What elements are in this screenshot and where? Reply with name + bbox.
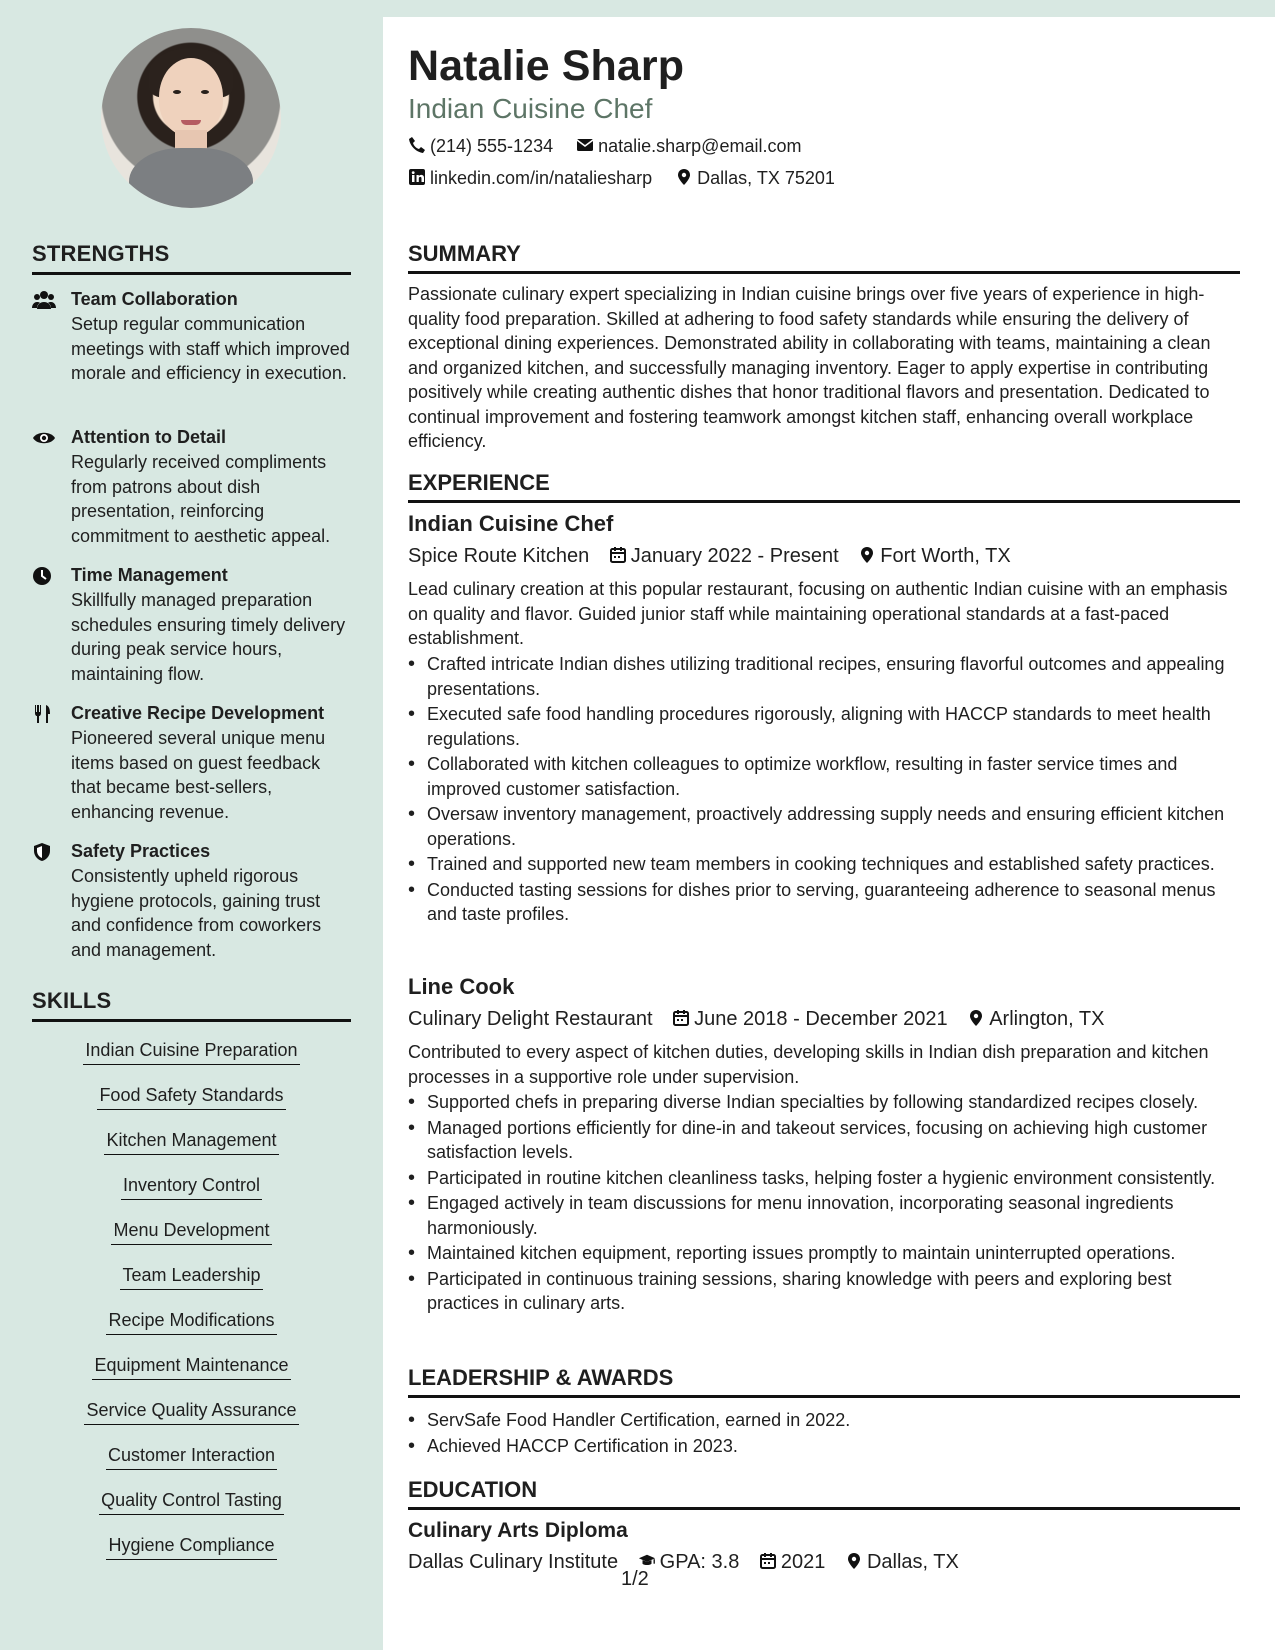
phone-text: (214) 555-1234 <box>430 136 554 156</box>
strengths-heading: STRENGTHS <box>32 241 351 275</box>
map-pin-icon <box>858 546 876 564</box>
skill-item <box>32 1534 351 1560</box>
job-dates <box>609 543 839 569</box>
skill-item <box>32 1399 351 1425</box>
job-title: Indian Cuisine Chef <box>408 511 614 536</box>
job-bullets <box>408 652 1240 928</box>
skill-label: Food Safety Standards <box>97 1084 285 1110</box>
job-dates <box>672 1006 948 1032</box>
skill-item <box>32 1264 351 1290</box>
linkedin-contact[interactable] <box>408 166 652 190</box>
job-bullet: • Participated in routine kitchen cleanliness tasks, helping foster a hygienic environment consistently. <box>408 1166 1240 1191</box>
person-name: Natalie Sharp <box>408 42 685 90</box>
skill-label: Hygiene Compliance <box>106 1534 276 1560</box>
skill-label: Customer Interaction <box>106 1444 277 1470</box>
skill-item <box>32 1174 351 1200</box>
job-bullet: • Oversaw inventory management, proactively addressing supply needs and ensuring efficient kitchen operations. <box>408 802 1240 851</box>
phone-contact[interactable] <box>408 134 553 158</box>
leadership-bullet: • ServSafe Food Handler Certification, earned in 2022. <box>408 1408 1240 1433</box>
skill-label: Quality Control Tasting <box>99 1489 284 1515</box>
job-dates-text: June 2018 - December 2021 <box>694 1008 948 1030</box>
strength-description: Setup regular communication meetings with staff which improved morale and efficiency in execution. <box>71 314 350 383</box>
job-bullet: • Maintained kitchen equipment, reporting issues promptly to maintain uninterrupted operations. <box>408 1241 1240 1266</box>
education-heading: EDUCATION <box>408 1477 1240 1510</box>
job-location <box>967 1006 1104 1032</box>
skill-item <box>32 1354 351 1380</box>
strength-item-creative-recipe-development <box>32 702 352 822</box>
strength-description: Regularly received compliments from patrons about dish presentation, reinforcing commitment to aesthetic appeal. <box>71 452 331 546</box>
school-name: Dallas Culinary Institute <box>408 1551 619 1573</box>
skill-label: Indian Cuisine Preparation <box>83 1039 299 1065</box>
skill-item <box>32 1039 351 1065</box>
location-text: Dallas, TX 75201 <box>697 168 835 188</box>
education-location <box>845 1549 959 1575</box>
gpa-text: GPA: 3.8 <box>659 1551 740 1573</box>
strength-description: Skillfully managed preparation schedules ensuring timely delivery during peak service hours, maintaining flow. <box>71 590 346 684</box>
skill-item <box>32 1309 351 1335</box>
education-location-text: Dallas, TX <box>866 1551 959 1573</box>
photo-mouth <box>181 120 201 125</box>
job-description: Lead culinary creation at this popular restaurant, focusing on authentic Indian cuisine with an emphasis on quality and flavor. Guided junior staff while maintaining operational standards at a fast-paced establishment. <box>408 579 1228 648</box>
skill-label: Recipe Modifications <box>106 1309 276 1335</box>
degree-title: Culinary Arts Diploma <box>408 1519 628 1542</box>
job-bullets <box>408 1090 1240 1317</box>
strength-title: Creative Recipe Development <box>71 703 325 723</box>
leadership-heading: LEADERSHIP & AWARDS <box>408 1365 1240 1398</box>
job-bullet: • Managed portions efficiently for dine-in and takeout services, focusing on achieving high customer satisfaction levels. <box>408 1116 1240 1165</box>
skill-item <box>32 1444 351 1470</box>
skill-label: Service Quality Assurance <box>84 1399 298 1425</box>
summary-text: Passionate culinary expert specializing in Indian cuisine brings over five years of experience in high-quality food preparation. Skilled at adhering to food safety standards while ensuring the delivery of exceptional dining experiences. Demonstrated ability in collaborating with teams, maintaining a clean and organized kitchen, and successfully managing inventory. Eager to apply expertise in contributing positively while creating authentic dishes that honor traditional flavors and presentation. Dedicated to continual improvement and fostering teamwork amongst kitchen staff, enhancing overall workplace efficiency. <box>408 284 1211 451</box>
skill-item <box>32 1084 351 1110</box>
email-text: natalie.sharp@email.com <box>598 136 802 156</box>
graduation-year-text: 2021 <box>780 1551 826 1573</box>
phone-icon <box>408 136 426 154</box>
company-name: Culinary Delight Restaurant <box>408 1008 653 1030</box>
job-title: Line Cook <box>408 974 515 999</box>
strength-item-team-collaboration <box>32 288 352 408</box>
job-bullet: • Crafted intricate Indian dishes utilizing traditional recipes, ensuring flavorful outcomes and appealing presentations. <box>408 652 1240 701</box>
skill-label: Team Leadership <box>120 1264 262 1290</box>
linkedin-icon <box>408 168 426 186</box>
users-icon <box>32 290 56 310</box>
contact-line-1 <box>408 134 819 158</box>
shield-icon <box>32 842 56 862</box>
experience-heading: EXPERIENCE <box>408 470 1240 503</box>
job-location-text: Arlington, TX <box>989 1008 1105 1030</box>
job-bullet: • Executed safe food handling procedures rigorously, aligning with HACCP standards to meet health regulations. <box>408 702 1240 751</box>
job-description: Contributed to every aspect of kitchen duties, developing skills in Indian dish preparation and kitchen processes in a supportive role under supervision. <box>408 1042 1209 1087</box>
contact-line-2 <box>408 166 853 190</box>
job-bullet: • Conducted tasting sessions for dishes prior to serving, guaranteeing adherence to seasonal menus and taste profiles. <box>408 878 1240 927</box>
calendar-icon <box>609 546 627 564</box>
job-bullet: • Collaborated with kitchen colleagues to optimize workflow, resulting in faster service times and improved customer satisfaction. <box>408 752 1240 801</box>
location-contact <box>675 166 835 190</box>
job-bullet: • Supported chefs in preparing diverse Indian specialties by following standardized recipes closely. <box>408 1090 1240 1115</box>
company-name: Spice Route Kitchen <box>408 545 590 567</box>
job-bullet: • Participated in continuous training sessions, sharing knowledge with peers and exploring best practices in culinary arts. <box>408 1267 1240 1316</box>
photo-chef-jacket <box>129 148 253 208</box>
map-pin-icon <box>967 1009 985 1027</box>
strength-title: Safety Practices <box>71 841 211 861</box>
strength-item-time-management <box>32 564 352 684</box>
sidebar <box>0 0 383 1650</box>
gpa <box>638 1549 740 1575</box>
skill-item <box>32 1219 351 1245</box>
strength-title: Time Management <box>71 565 228 585</box>
summary-heading: SUMMARY <box>408 241 1240 274</box>
job-bullet: • Trained and supported new team members in cooking techniques and established safety practices. <box>408 852 1240 877</box>
clock-icon <box>32 566 56 586</box>
utensils-icon <box>32 704 56 724</box>
strength-item-attention-to-detail <box>32 426 352 546</box>
page-indicator: 1/2 <box>621 1568 649 1590</box>
email-icon <box>576 136 594 154</box>
person-title: Indian Cuisine Chef <box>408 93 653 124</box>
skill-item <box>32 1129 351 1155</box>
skill-label: Inventory Control <box>121 1174 262 1200</box>
eye-icon <box>32 428 56 448</box>
skill-label: Equipment Maintenance <box>92 1354 290 1380</box>
strength-description: Pioneered several unique menu items based on guest feedback that became best-sellers, enhancing revenue. <box>71 728 326 822</box>
map-pin-icon <box>675 168 693 186</box>
graduation-year <box>759 1549 826 1575</box>
strength-item-safety-practices <box>32 840 352 960</box>
skill-item <box>32 1489 351 1515</box>
calendar-icon <box>759 1552 777 1570</box>
skill-label: Kitchen Management <box>104 1129 278 1155</box>
strength-title: Attention to Detail <box>71 427 226 447</box>
linkedin-text: linkedin.com/in/nataliesharp <box>430 168 653 188</box>
education-meta <box>408 1549 973 1575</box>
photo-left-eye <box>173 90 181 94</box>
job-meta <box>408 1006 1118 1032</box>
leadership-bullets <box>408 1408 1240 1459</box>
job-bullet: • Engaged actively in team discussions for menu innovation, incorporating seasonal ingredients harmoniously. <box>408 1191 1240 1240</box>
strength-description: Consistently upheld rigorous hygiene protocols, gaining trust and confidence from coworkers and management. <box>71 866 322 960</box>
skills-heading: SKILLS <box>32 988 351 1022</box>
photo-right-eye <box>201 90 209 94</box>
profile-photo <box>101 28 281 208</box>
email-contact[interactable] <box>576 134 801 158</box>
map-pin-icon <box>845 1552 863 1570</box>
job-location <box>858 543 1010 569</box>
calendar-icon <box>672 1009 690 1027</box>
leadership-bullet: • Achieved HACCP Certification in 2023. <box>408 1434 1240 1459</box>
skill-label: Menu Development <box>111 1219 271 1245</box>
strength-title: Team Collaboration <box>71 289 238 309</box>
job-location-text: Fort Worth, TX <box>880 545 1011 567</box>
job-dates-text: January 2022 - Present <box>630 545 839 567</box>
job-meta <box>408 543 1025 569</box>
